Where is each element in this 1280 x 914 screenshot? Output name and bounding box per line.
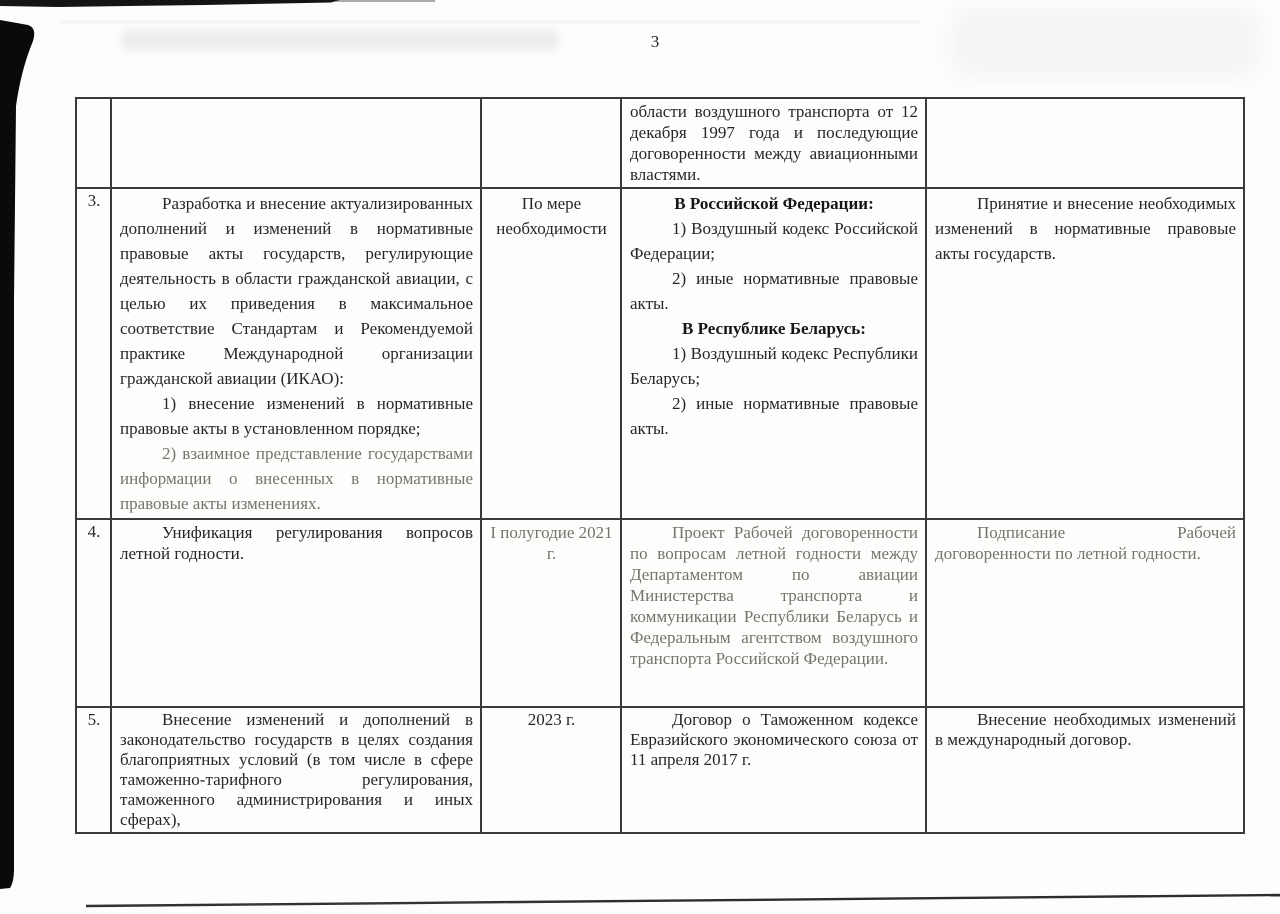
paragraph: 2) иные нормативные правовые акты. [630, 394, 918, 438]
cell-num-4: 4. [76, 519, 111, 707]
cell-basis-4 [621, 519, 926, 707]
subheading: В Республике Беларусь: [682, 319, 866, 338]
cell-task-4 [111, 519, 481, 707]
term-text: По мере необходимости [496, 194, 607, 238]
paragraph: Внесение необходимых изменений в международный договор. [935, 710, 1236, 749]
paragraph: Договор о Таможенном кодексе Евразийского экономического союза от 11 апреля 2017 г. [630, 710, 918, 769]
cell-result-cont [926, 98, 1244, 188]
table-row-3 [76, 188, 1244, 519]
paragraph: Подписание Рабочей договоренности по летной годности. [935, 523, 1236, 563]
page-number: 3 [650, 32, 660, 51]
cell-task-5 [111, 707, 481, 833]
cell-term-4 [481, 519, 621, 707]
cell-num-cont [76, 98, 111, 188]
ghost-line [60, 21, 920, 23]
paper-texture-smudge [950, 8, 1260, 78]
cell-result-5 [926, 707, 1244, 833]
cell-term-5 [481, 707, 621, 833]
cell-result-4 [926, 519, 1244, 707]
paragraph: Унификация регулирования вопросов летной годности. [120, 523, 473, 563]
schedule-table [75, 97, 1245, 834]
paragraph: Принятие и внесение необходимых изменений в нормативные правовые акты государств. [935, 194, 1236, 263]
cell-num-3: 3. [76, 188, 111, 519]
cell-task-3 [111, 188, 481, 519]
subheading: В Российской Федерации: [674, 194, 874, 213]
cell-basis-cont [621, 98, 926, 188]
bottom-page-edge-line [86, 895, 1280, 906]
term-text: 2023 г. [527, 710, 576, 729]
ghost-text-smudge [120, 30, 560, 50]
cell-result-3 [926, 188, 1244, 519]
left-binding-strip [0, 20, 34, 889]
cell-basis-3 [621, 188, 926, 519]
bottom-page-edge-shadow [86, 902, 560, 906]
table-row-5 [76, 707, 1244, 833]
paragraph: 2) иные нормативные правовые акты. [630, 269, 918, 313]
paragraph: Внесение изменений и дополнений в законодательство государств в целях создания благоприятных условий (в том числе в сфере таможенно-тарифного регулирования, таможенного администрирования и иных сферах), [120, 710, 473, 829]
paragraph: Проект Рабочей договоренности по вопросам летной годности между Департаментом по авиации Министерства транспорта и коммуникации Республики Беларусь и Федеральным агентством воздушного транспорта Российской Федерации. [630, 523, 918, 668]
term-text: I полугодие 2021 г. [490, 523, 613, 563]
cell-term-cont [481, 98, 621, 188]
cell-basis-5 [621, 707, 926, 833]
top-edge-line-tail [335, 0, 435, 2]
table-row-4 [76, 519, 1244, 707]
table-row-continuation [76, 98, 1244, 188]
top-edge-line [0, 0, 340, 7]
paragraph: Разработка и внесение актуализированных дополнений и изменений в нормативные правовые акты государств, регулирующие деятельность в области гражданской авиации, с целью их приведения в максимальное соответствие Стандартам и Рекомендуемой практике Международной организации гражданской авиации (ИКАО): [120, 194, 473, 388]
paragraph: 2) взаимное представление государствами информации о внесенных в нормативные правовые акты изменениях. [120, 444, 473, 513]
cell-task-cont [111, 98, 481, 188]
paragraph: области воздушного транспорта от 12 декабря 1997 года и последующие договоренности между авиационными властями. [630, 102, 918, 184]
cell-term-3 [481, 188, 621, 519]
paragraph: 1) Воздушный кодекс Республики Беларусь; [630, 344, 918, 388]
cell-num-5: 5. [76, 707, 111, 833]
paragraph: 1) Воздушный кодекс Российской Федерации; [630, 219, 918, 263]
paragraph: 1) внесение изменений в нормативные правовые акты в установленном порядке; [120, 394, 473, 438]
